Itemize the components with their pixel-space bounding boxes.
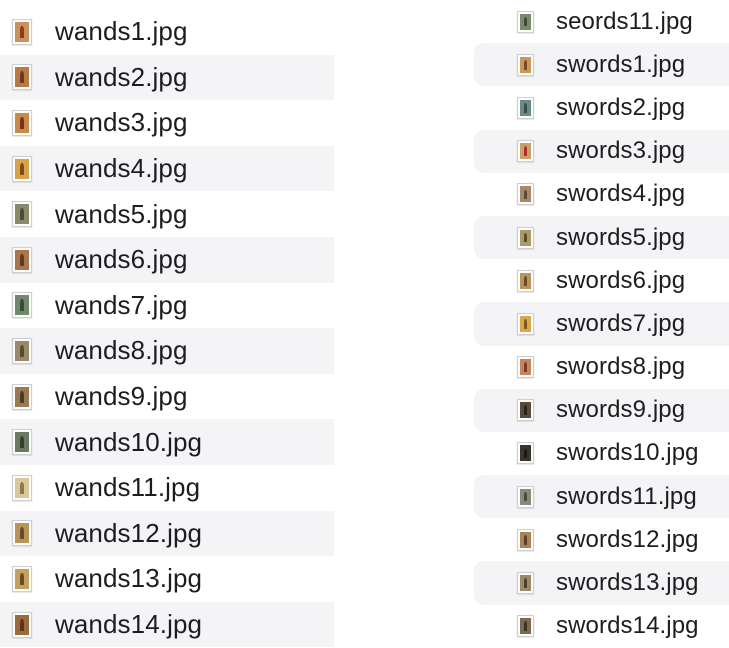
thumbnail-figure bbox=[20, 163, 24, 175]
file-name: swords6.jpg bbox=[556, 266, 686, 294]
thumbnail-art bbox=[520, 532, 531, 548]
image-thumbnail-icon bbox=[517, 529, 534, 551]
thumbnail-art bbox=[520, 230, 531, 246]
file-name: swords7.jpg bbox=[556, 309, 686, 337]
thumbnail-art bbox=[520, 143, 531, 159]
file-name: wands13.jpg bbox=[55, 563, 203, 594]
image-thumbnail-icon bbox=[12, 156, 32, 182]
file-name: swords10.jpg bbox=[556, 439, 699, 467]
thumbnail-art bbox=[15, 67, 29, 87]
file-name: wands10.jpg bbox=[55, 426, 203, 457]
thumbnail-art bbox=[15, 341, 29, 361]
thumbnail-art bbox=[15, 295, 29, 315]
thumbnail-art bbox=[520, 100, 531, 116]
thumbnail-figure bbox=[20, 391, 24, 403]
thumbnail-figure bbox=[524, 17, 527, 27]
thumbnail-figure bbox=[20, 573, 24, 585]
image-thumbnail-icon bbox=[517, 356, 534, 378]
file-row-wands6-jpg[interactable] bbox=[0, 237, 334, 283]
image-thumbnail-icon bbox=[517, 615, 534, 637]
thumbnail-figure bbox=[20, 117, 24, 129]
thumbnail-art bbox=[520, 14, 531, 30]
file-row-swords14-jpg[interactable] bbox=[474, 605, 729, 648]
image-thumbnail-icon bbox=[12, 292, 32, 318]
file-row-swords5-jpg[interactable] bbox=[474, 216, 729, 259]
file-name: swords11.jpg bbox=[556, 482, 697, 510]
thumbnail-figure bbox=[20, 208, 24, 220]
file-name: wands2.jpg bbox=[55, 61, 188, 92]
left-file-list bbox=[0, 0, 334, 647]
thumbnail-figure bbox=[20, 345, 24, 357]
file-name: wands11.jpg bbox=[55, 472, 201, 503]
image-thumbnail-icon bbox=[12, 566, 32, 592]
image-thumbnail-icon bbox=[12, 64, 32, 90]
thumbnail-art bbox=[520, 402, 531, 418]
file-name: swords2.jpg bbox=[556, 93, 686, 121]
file-row-swords8-jpg[interactable] bbox=[474, 346, 729, 389]
image-thumbnail-icon bbox=[517, 572, 534, 594]
image-thumbnail-icon bbox=[517, 54, 534, 76]
thumbnail-art bbox=[15, 159, 29, 179]
thumbnail-figure bbox=[20, 527, 24, 539]
thumbnail-art bbox=[15, 432, 29, 452]
file-name: wands8.jpg bbox=[55, 335, 188, 366]
file-row-wands10-jpg[interactable] bbox=[0, 419, 334, 465]
file-row-swords13-jpg[interactable] bbox=[474, 561, 729, 604]
image-thumbnail-icon bbox=[12, 429, 32, 455]
file-row-wands13-jpg[interactable] bbox=[0, 556, 334, 602]
thumbnail-art bbox=[520, 359, 531, 375]
file-name: wands3.jpg bbox=[55, 107, 188, 138]
file-row-wands2-jpg[interactable] bbox=[0, 55, 334, 101]
image-thumbnail-icon bbox=[517, 313, 534, 335]
image-thumbnail-icon bbox=[12, 110, 32, 136]
file-name: wands12.jpg bbox=[55, 517, 203, 548]
thumbnail-art bbox=[15, 523, 29, 543]
image-thumbnail-icon bbox=[12, 520, 32, 546]
file-row-swords7-jpg[interactable] bbox=[474, 302, 729, 345]
thumbnail-art bbox=[15, 113, 29, 133]
image-thumbnail-icon bbox=[517, 442, 534, 464]
file-row-wands4-jpg[interactable] bbox=[0, 146, 334, 192]
thumbnail-figure bbox=[524, 60, 527, 70]
file-name: wands7.jpg bbox=[55, 289, 188, 320]
file-row-swords6-jpg[interactable] bbox=[474, 259, 729, 302]
image-thumbnail-icon bbox=[12, 247, 32, 273]
file-row-swords4-jpg[interactable] bbox=[474, 173, 729, 216]
file-row-swords10-jpg[interactable] bbox=[474, 432, 729, 475]
file-name: swords3.jpg bbox=[556, 137, 686, 165]
thumbnail-figure bbox=[524, 362, 527, 372]
thumbnail-art bbox=[520, 57, 531, 73]
file-name: seords11.jpg bbox=[556, 7, 693, 35]
file-name: swords12.jpg bbox=[556, 525, 699, 553]
file-name: wands14.jpg bbox=[55, 609, 203, 640]
image-thumbnail-icon bbox=[12, 338, 32, 364]
thumbnail-figure bbox=[524, 103, 527, 113]
file-row-wands8-jpg[interactable] bbox=[0, 328, 334, 374]
file-name: swords8.jpg bbox=[556, 353, 686, 381]
thumbnail-figure bbox=[20, 619, 24, 631]
file-row-wands12-jpg[interactable] bbox=[0, 511, 334, 557]
thumbnail-art bbox=[520, 575, 531, 591]
file-name: swords1.jpg bbox=[556, 50, 686, 78]
file-row-wands1-jpg[interactable] bbox=[0, 9, 334, 55]
file-row-wands5-jpg[interactable] bbox=[0, 191, 334, 237]
image-thumbnail-icon bbox=[517, 140, 534, 162]
file-name: swords13.jpg bbox=[556, 569, 699, 597]
right-file-list bbox=[474, 0, 729, 648]
image-thumbnail-icon bbox=[517, 227, 534, 249]
thumbnail-figure bbox=[524, 233, 527, 243]
thumbnail-figure bbox=[20, 482, 24, 494]
thumbnail-art bbox=[15, 22, 29, 42]
file-name: swords9.jpg bbox=[556, 396, 686, 424]
thumbnail-art bbox=[520, 273, 531, 289]
file-name: swords14.jpg bbox=[556, 612, 699, 640]
thumbnail-figure bbox=[524, 319, 527, 329]
thumbnail-art bbox=[520, 489, 531, 505]
thumbnail-figure bbox=[524, 535, 527, 545]
file-name: wands6.jpg bbox=[55, 244, 188, 275]
image-thumbnail-icon bbox=[12, 475, 32, 501]
file-row-seords11-jpg[interactable] bbox=[474, 0, 729, 43]
thumbnail-art bbox=[15, 204, 29, 224]
image-thumbnail-icon bbox=[12, 612, 32, 638]
thumbnail-figure bbox=[20, 436, 24, 448]
image-thumbnail-icon bbox=[517, 486, 534, 508]
thumbnail-art bbox=[520, 618, 531, 634]
thumbnail-figure bbox=[524, 146, 527, 156]
image-thumbnail-icon bbox=[517, 270, 534, 292]
image-thumbnail-icon bbox=[12, 201, 32, 227]
thumbnail-figure bbox=[20, 26, 24, 38]
thumbnail-figure bbox=[20, 299, 24, 311]
thumbnail-figure bbox=[524, 621, 527, 631]
image-thumbnail-icon bbox=[12, 384, 32, 410]
file-row-wands14-jpg[interactable] bbox=[0, 602, 334, 648]
file-row-swords11-jpg[interactable] bbox=[474, 475, 729, 518]
thumbnail-art bbox=[15, 250, 29, 270]
thumbnail-art bbox=[520, 186, 531, 202]
file-row-swords2-jpg[interactable] bbox=[474, 86, 729, 129]
thumbnail-art bbox=[520, 445, 531, 461]
thumbnail-figure bbox=[524, 276, 527, 286]
thumbnail-figure bbox=[20, 254, 24, 266]
thumbnail-art bbox=[15, 478, 29, 498]
file-name: wands9.jpg bbox=[55, 381, 188, 412]
file-row-swords12-jpg[interactable] bbox=[474, 518, 729, 561]
thumbnail-figure bbox=[524, 190, 527, 200]
thumbnail-art bbox=[15, 387, 29, 407]
thumbnail-art bbox=[15, 615, 29, 635]
file-name: swords5.jpg bbox=[556, 223, 686, 251]
thumbnail-figure bbox=[524, 449, 527, 459]
thumbnail-figure bbox=[524, 578, 527, 588]
image-thumbnail-icon bbox=[517, 97, 534, 119]
file-name: wands4.jpg bbox=[55, 153, 188, 184]
thumbnail-figure bbox=[20, 71, 24, 83]
file-row-wands9-jpg[interactable] bbox=[0, 374, 334, 420]
thumbnail-figure bbox=[524, 492, 527, 502]
file-name: wands1.jpg bbox=[55, 16, 188, 47]
thumbnail-art bbox=[520, 316, 531, 332]
file-row-wands7-jpg[interactable] bbox=[0, 283, 334, 329]
file-row-swords1-jpg[interactable] bbox=[474, 43, 729, 86]
file-row-swords3-jpg[interactable] bbox=[474, 130, 729, 173]
image-thumbnail-icon bbox=[517, 11, 534, 33]
thumbnail-art bbox=[15, 569, 29, 589]
thumbnail-figure bbox=[524, 405, 527, 415]
file-row-wands3-jpg[interactable] bbox=[0, 100, 334, 146]
file-name: swords4.jpg bbox=[556, 180, 686, 208]
image-thumbnail-icon bbox=[12, 19, 32, 45]
file-row-swords9-jpg[interactable] bbox=[474, 389, 729, 432]
file-name: wands5.jpg bbox=[55, 198, 188, 229]
file-row-wands11-jpg[interactable] bbox=[0, 465, 334, 511]
image-thumbnail-icon bbox=[517, 183, 534, 205]
image-thumbnail-icon bbox=[517, 399, 534, 421]
